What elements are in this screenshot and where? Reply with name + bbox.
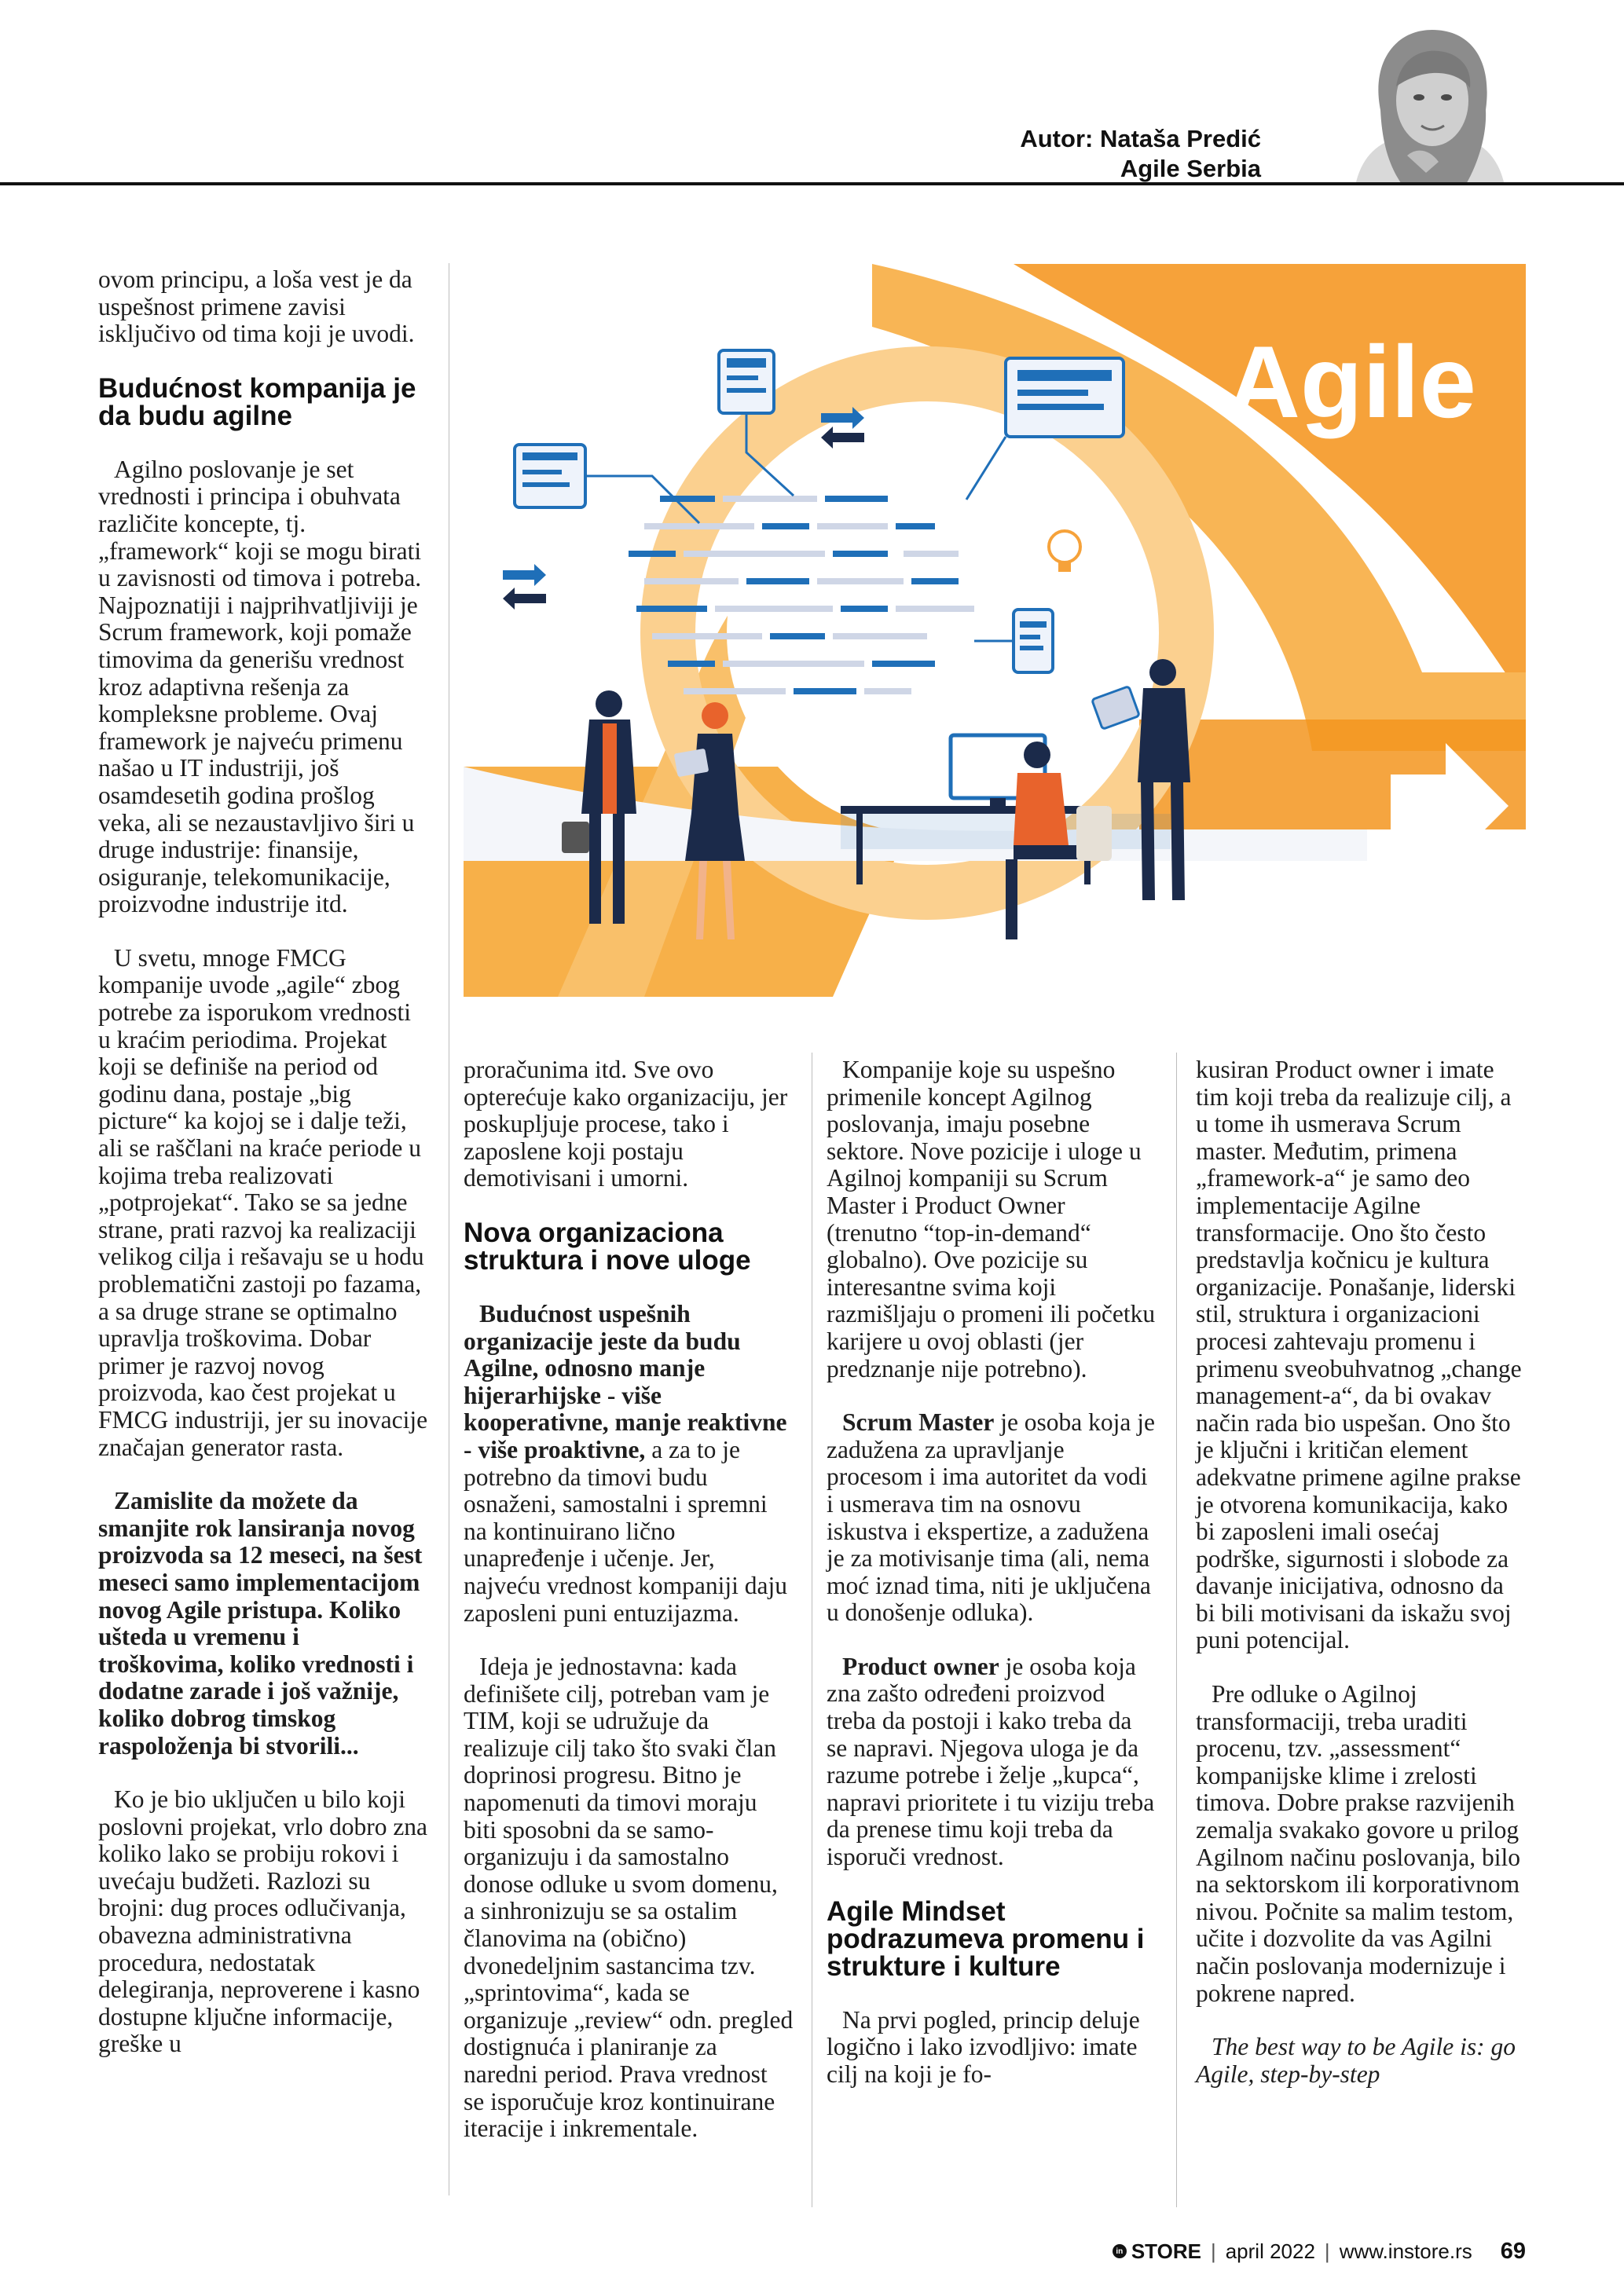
paragraph [464, 1301, 794, 1627]
section-heading: Agile Mindset podrazumeva promenu i strukture i kulture [827, 1895, 1145, 1982]
agile-illustration [464, 264, 1526, 997]
column-1 [98, 266, 428, 2085]
paragraph: U svetu, mnoge FMCG kompanije uvode „agile“ zbog potrebe za isporukom vrednosti u kraćim periodima. Projekat koji se definiše na period od godinu dana, postaje „big picture“ ka kojoj se i dalje teži, ali se raščlani na kraće periode u kojima treba realizovati „potprojekat“. Tako se sa jedne strane, prati razvoj ka realizaciji velikog cilja i rešavaju se u hodu problematični zastoji po fazama, a sa druge strane se optimalno upravlja troškovima. Dobar primer je razvoj novog proizvoda, kao čest projekat u FMCG industriji, jer su inovacije značajan generator rasta. [98, 943, 428, 1461]
column-divider [1176, 1053, 1177, 2207]
paragraph-rest: je osoba koja je zadužena za upravljanje procesom i ima autoritet da vodi i usmerava tim na osnovu iskustva i ekspertize, a zadužena je za motivisanje tima (ali, nema moć iznad tima, niti je uključena u donošenje odluka). [827, 1408, 1156, 1627]
bold-term: Scrum Master [842, 1408, 995, 1437]
author-organization: Agile Serbia [1120, 155, 1261, 182]
paragraph: ovom principu, a loša vest je da uspešnost primene zavisi isključivo od tima koji je uvodi. [98, 265, 415, 348]
magazine-logo [1113, 2239, 1201, 2264]
paragraph: Na prvi pogled, princip deluje logično i lako izvodljivo: imate cilj na koji je fo- [827, 2005, 1140, 2088]
author-block [1020, 124, 1261, 184]
paragraph: Agilno poslovanje je set vrednosti i principa i obuhvata različite koncepte, tj. „framework“ koji se mogu birati u zavisnosti od timova i potreba. Najpoznatiji i najprihvatljiviji je Scrum framework, koji pomaže timovima da generišu vrednost kroz adaptivna rešenja za kompleksne probleme. Ovaj framework je najveću primenu našao u IT industriji, još osamdesetih godina prošlog veka, ali se nezaustavljivo širi u druge industrije: finansije, osiguranje, telekomunikacije, proizvodne industrije itd. [98, 455, 422, 918]
logo-icon: in [1113, 2244, 1127, 2258]
closing-quote [1196, 2034, 1526, 2088]
bold-lead: Budućnost uspešnih organizacije jeste da budu Agilne, odnosno manje hijerarhijske - više kooperativne, manje reaktivne - više proaktivne, [464, 1299, 787, 1463]
paragraph: Pre odluke o Agilnoj transformaciji, treba uraditi procenu, tzv. „assessment“ kompanijske klime i zrelosti timova. Dobre prakse razvijenih zemalja svakako govore u prilog Agilnom načinu poslovanja, bilo na sektorskom ili korporativnom nivou. Počnite sa malim testom, učite i dozvolite da vas Agilni način poslovanja modernizuje i pokrene napred. [1196, 1680, 1520, 2007]
column-3 [827, 1056, 1157, 2115]
section-heading: Budućnost kompanija je da budu agilne [98, 372, 416, 431]
author-name: Autor: Nataša Predić [1020, 125, 1261, 152]
section-heading: Nova organizaciona struktura i nove uloge [464, 1217, 751, 1276]
logo-text: STORE [1131, 2239, 1201, 2263]
paragraph: kusiran Product owner i imate tim koji treba da realizuje cilj, a u tome ih usmerava Scrum master. Međutim, primena „framework-a“ je samo deo implementacije Agilne transformacije. Ono što često predstavlja kočnicu je kultura organizacije. Ponašanje, liderski stil, struktura i organizacioni procesi zahtevaju promenu i primenu sveobuhvatnog „change management-a“, da bi ovakav način rada bio uspešan. Ono što je ključni i kritičan element adekvatne primene agilne prakse je otvorena komunikacija, kako bi zaposleni imali osećaj podrške, sigurnosti i slobode za davanje inicijativa, odnosno da bi bili motivisani da iskažu svoj puni potencijal. [1196, 1056, 1522, 1654]
page-footer [1113, 2236, 1526, 2267]
bold-term: Product owner [842, 1652, 999, 1680]
paragraph: proračunima itd. Sve ovo opterećuje kako organizaciju, jer poskupljuje procese, tako i zaposlene koji postaju demotivisani i umorni. [464, 1056, 788, 1192]
issue-date: april 2022 [1225, 2239, 1315, 2263]
paragraph [827, 1409, 1157, 1627]
separator: | [1324, 2239, 1330, 2263]
column-2 [464, 1056, 794, 2170]
bold-text: Zamislite da možete da smanjite rok lansiranja novog proizvoda sa 12 meseci, na šest meseci samo implementacijom novog Agile pristupa. Koliko ušteda u vremenu i troškovima, koliko vrednosti i dodatne zarade i još važnije, koliko dobrog timskog raspoloženja bi stvorili... [98, 1487, 423, 1760]
paragraph-rest: a za to je potrebno da timovi budu osnaženi, samostalni i spremni na kontinuirano lično unapređenje i učenje. Jer, najveću vrednost kompaniji daju zaposleni puni entuzijazma. [464, 1435, 788, 1627]
website-link[interactable]: www.instore.rs [1339, 2239, 1472, 2263]
page-number: 69 [1500, 2238, 1526, 2264]
header-rule [0, 182, 1624, 185]
author-photo [1332, 16, 1528, 185]
paragraph: Kompanije koje su uspešno primenile koncept Agilnog poslovanja, imaju posebne sektore. Nove pozicije i uloge u Agilnoj kompaniji su Scrum Master i Product Owner (trenutno “top-in-demand“ globalno). Ove pozicije su interesantne svima koji razmišljaju o promeni ili početku karijere u ovoj oblasti (jer predznanje nije potrebno). [827, 1056, 1156, 1382]
agile-wordmark: Agile [1226, 324, 1476, 439]
paragraph: Ko je bio uključen u bilo koji poslovni projekat, vrlo dobro zna koliko lako se probiju rokovi i uvećaju budžeti. Razlozi su brojni: dug proces odlučivanja, obavezna administrativna procedura, nedostatak delegiranja, neproverene i kasno dostupne ključne informacije, greške u [98, 1785, 428, 2058]
bold-paragraph [98, 1488, 428, 1760]
paragraph-rest: je osoba koja zna zašto određeni proizvod treba da postoji i kako treba da se napravi. Njegova uloga je da razume potrebe i želje „kupca“, napravi prioritete i tu viziju treba da prenese timu koji treba da isporuči vrednost. [827, 1652, 1155, 1871]
paragraph [827, 1653, 1157, 1871]
separator: | [1210, 2239, 1216, 2263]
column-4 [1196, 1056, 1526, 2115]
paragraph: Ideja je jednostavna: kada definišete cilj, potreban vam je TIM, koji se udružuje da realizuje cilj tako što svaki član doprinosi progresu. Bitno je napomenuti da timovi moraju biti sposobni da se samo-organizuju i da samostalno donose odluke u svom domenu, a sinhronizuju se sa ostalim članovima na (obično) dvonedeljnim sastancima tzv. „sprintovima“, kada se organizuje „review“ odn. pregled dostignuća i planiranje za naredni period. Prava vrednost se isporučuje kroz kontinuirane iteracije i inkrementale. [464, 1653, 794, 2143]
italic-text: The best way to be Agile is: go Agile, step-by-step [1196, 2033, 1516, 2088]
